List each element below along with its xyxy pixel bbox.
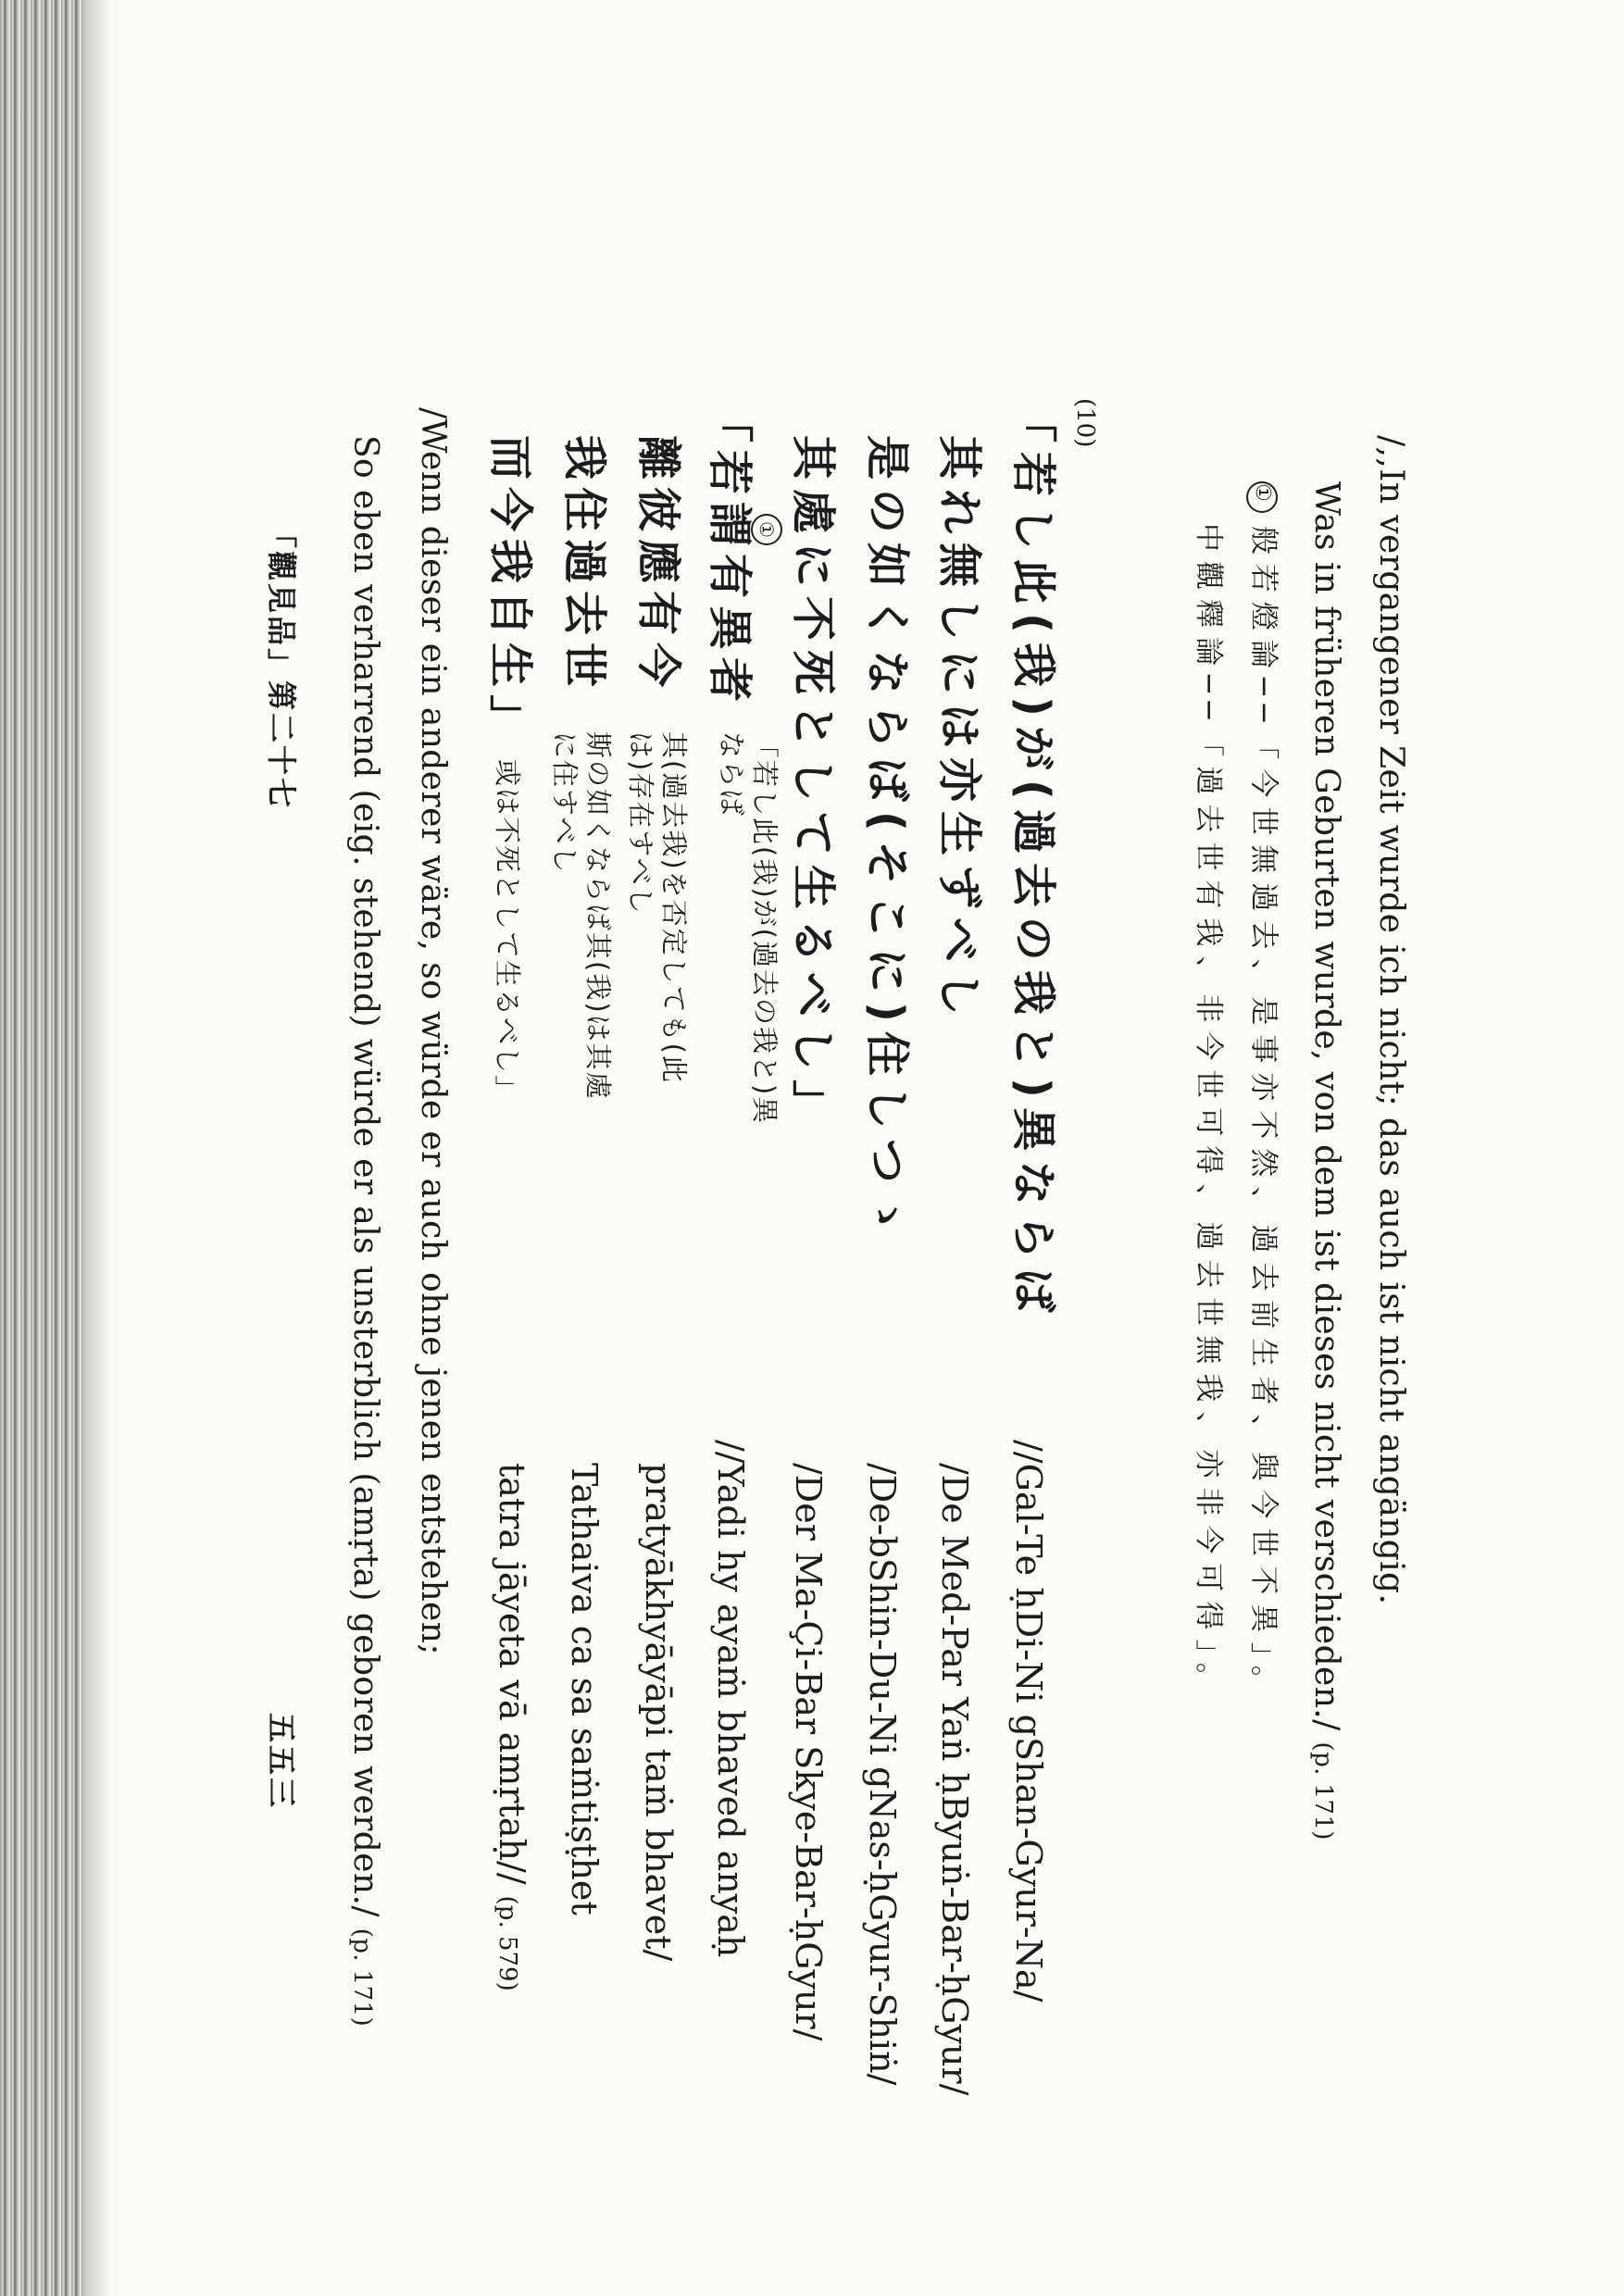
verse-jp-line-2: 其れ無しには亦生ずべし [933, 435, 985, 1026]
kanbun-line-1: 「若謂有異者 [704, 398, 756, 710]
german-header-ref: (p. 171) [1309, 1741, 1337, 1841]
page-number: 五五三 [264, 1713, 299, 1811]
tibetan-line-4: /Der Ma-Çi-Bar Skye-Bar-ḥGyur/ [788, 1463, 829, 2041]
german-header-line-1: /,,In vergangener Zeit wurde ich nicht; das auch ist nicht angängig. [1372, 435, 1410, 1605]
footnote-marker-icon: ① [1246, 481, 1278, 513]
verse-number: (10) [1071, 398, 1099, 448]
tibetan-line-3: /De-bShin-Du-Ni gNas-ḥGyur-Shiṅ/ [862, 1463, 903, 2086]
verse-jp-line-3: 是の如くならば(そこに)住しつゝ [861, 435, 913, 1246]
rotated-page [259, 380, 1417, 2240]
chapter-footer: 「觀見品」第二十七 [264, 518, 299, 811]
kanbun-line-4: 而今我自生」 [484, 435, 536, 747]
kanbun-line-3: 我住過去世 [558, 435, 610, 695]
german-footer-text: So eben verharrend (eig. stehend) würde er als unsterblich (amṛta) geboren werden./ [346, 435, 384, 1917]
gloss-3b: に住すべし [549, 731, 581, 875]
german-footer-ref: (p. 171) [348, 1928, 376, 2028]
sanskrit-line-1: //Yadi hy ayaṁ bhaved anyaḥ [710, 1440, 751, 1958]
tibetan-line-1: //Gal-Te ḥDi-Ni gShan-Gyur-Na/ [1008, 1440, 1049, 2003]
citation-line-1 [1246, 481, 1278, 1703]
gloss-1b: ならば [716, 731, 747, 818]
sanskrit-text-4: tatra jāyeta vā amṛtaḥ// [492, 1463, 532, 1885]
verse-jp-line-4: 其處に不死として生るべし」 [787, 435, 839, 1134]
verse-jp-line-1: 「若し此(我)が(過去の我と)異ならば [1007, 398, 1059, 1322]
gloss-1a: 「若し此(我)が(過去の我と)異 [749, 731, 781, 1126]
gloss-4: 或は不死として生るべし」 [492, 759, 523, 1104]
citation-text-1: 般若燈論──「今世無過去、是事亦不然、過去前生者、與今世不異」。 [1246, 526, 1280, 1703]
gloss-2a: 其(過去我)を否定しても(此 [658, 731, 690, 1084]
binding-shadow [0, 0, 85, 2296]
footnote-marker-icon: ① [751, 514, 782, 545]
german-header-text: Was in früheren Geburten wurde, von dem ist dieses nicht verschieden./ [1307, 481, 1345, 1731]
gloss-2b: は)存在すべし [625, 731, 656, 916]
sanskrit-line-3: Tathaiva ca sa saṁtiṣṭhet [564, 1463, 605, 1915]
sanskrit-ref: (p. 579) [493, 1895, 521, 1991]
sanskrit-line-2: pratyākhyāyāpi taṁ bhavet/ [638, 1463, 679, 1962]
german-footer-line-1: /Wenn dieser ein anderer wäre, so würde er auch ohne jenen entstehen; [414, 407, 452, 1655]
kanbun-line-2: 離彼應有今 [632, 435, 684, 695]
sanskrit-line-4 [494, 1463, 530, 1991]
german-header-line-2 [1309, 481, 1343, 1841]
citation-line-2: 中觀釋論──「過去世有我、非今世可得、過去世無我、亦非今可得」。 [1192, 523, 1225, 1701]
german-footer-line-2 [346, 435, 384, 2028]
gloss-3a: 斯の如くならば其(我)は其處 [582, 731, 614, 1101]
tibetan-line-2: /De Med-Par Yaṅ ḥByuṅ-Bar-ḥGyur/ [934, 1463, 975, 2096]
